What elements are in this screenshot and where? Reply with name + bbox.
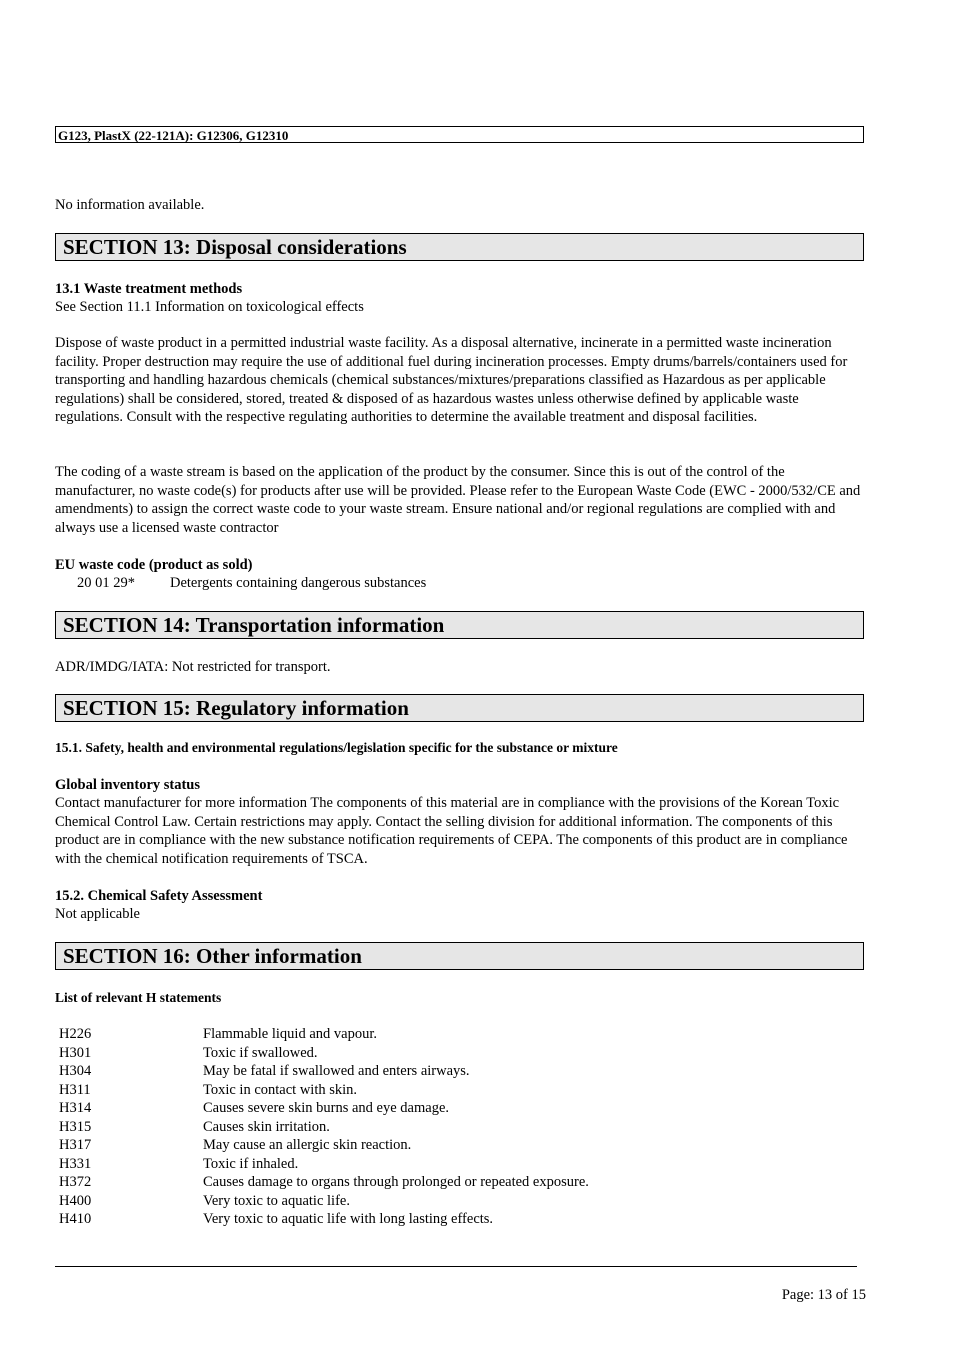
h-statements-list [0, 1025, 954, 1235]
page-number: Page: 13 of 15 [781, 1287, 866, 1303]
h-code: H400 [59, 1192, 92, 1209]
section-16-title: SECTION 16: Other information [55, 942, 864, 970]
list-item [59, 1173, 859, 1192]
inventory-status-heading: Global inventory status [55, 777, 201, 793]
h-text: Toxic if inhaled. [203, 1155, 299, 1172]
list-item [59, 1210, 859, 1229]
waste-treatment-heading: 13.1 Waste treatment methods [55, 281, 243, 297]
h-code: H315 [59, 1118, 92, 1135]
product-header: G123, PlastX (22-121A): G12306, G12310 [55, 126, 864, 143]
list-item [59, 1099, 859, 1118]
eu-waste-code-description: Detergents containing dangerous substances [170, 575, 427, 591]
regulations-heading: 15.1. Safety, health and environmental regulations/legislation specific for the substance or mixture [55, 740, 618, 755]
h-text: Very toxic to aquatic life. [203, 1192, 350, 1209]
list-item [59, 1136, 859, 1155]
list-item [59, 1062, 859, 1081]
list-item [59, 1081, 859, 1100]
h-code: H304 [59, 1063, 92, 1079]
h-code: H410 [59, 1211, 92, 1227]
section-15-title: SECTION 15: Regulatory information [55, 694, 864, 722]
h-text: Toxic in contact with skin. [203, 1081, 358, 1098]
h-code: H314 [59, 1100, 92, 1116]
h-text: Very toxic to aquatic life with long lasting effects. [203, 1211, 494, 1227]
eu-waste-code: 20 01 29* [77, 575, 135, 591]
inventory-status-text: Contact manufacturer for more information The components of this material are in compliance with the provisions of the Korean Toxic Chemical Control Law. Certain restrictions may apply. Contact the selling division for additional information. The components of this product are in compliance with the new substance notification requirements of CEPA. The components of this product are in compliance with the chemical notification requirements of TSCA. [55, 795, 848, 867]
h-code: H372 [59, 1174, 92, 1190]
list-item [59, 1025, 859, 1044]
disposal-paragraph: Dispose of waste product in a permitted industrial waste facility. As a disposal alternative, incinerate in a permitted waste incineration facility. Proper destruction may require the use of additional fuel during incineration processes. Empty drums/barrels/containers used for transporting and handling hazardous chemicals (chemical substances/mixtures/preparations classified as Hazardous as per applicable regulations) shall be considered, stored, treated & disposed of as hazardous wastes unless otherwise defined by applicable waste regulations. Consult with the respective regulating authorities to determine the available treatment and disposal facilities. [55, 335, 848, 426]
chemical-safety-text: Not applicable [55, 906, 140, 922]
h-text: Toxic if swallowed. [203, 1044, 318, 1061]
list-item [59, 1044, 859, 1063]
h-code: H317 [59, 1137, 92, 1153]
h-code: H301 [59, 1044, 92, 1061]
chemical-safety-heading: 15.2. Chemical Safety Assessment [55, 888, 263, 904]
h-code: H311 [59, 1081, 91, 1098]
h-text: Flammable liquid and vapour. [203, 1026, 377, 1042]
h-statements-heading: List of relevant H statements [55, 990, 222, 1005]
waste-coding-paragraph: The coding of a waste stream is based on the application of the product by the consumer. Since this is out of the control of the manufacturer, no waste code(s) for products after use will be provided. Please refer to the European Waste Code (EWC - 2000/532/CE and amendments) to assign the correct waste code to your waste stream. Ensure national and/or regional regulations are complied with and always use a licensed waste contractor [55, 464, 861, 536]
transport-text: ADR/IMDG/IATA: Not restricted for transport. [55, 659, 331, 675]
list-item [59, 1155, 859, 1174]
h-code: H226 [59, 1026, 92, 1042]
h-code: H331 [59, 1155, 92, 1172]
list-item [59, 1192, 859, 1211]
section-13-title: SECTION 13: Disposal considerations [55, 233, 864, 261]
h-text: May be fatal if swallowed and enters airways. [203, 1063, 470, 1079]
h-text: Causes severe skin burns and eye damage. [203, 1100, 450, 1116]
eu-waste-code-heading: EU waste code (product as sold) [55, 557, 253, 573]
intro-text: No information available. [55, 197, 205, 213]
h-text: Causes skin irritation. [203, 1118, 330, 1135]
h-text: Causes damage to organs through prolonged or repeated exposure. [203, 1174, 589, 1190]
h-text: May cause an allergic skin reaction. [203, 1137, 412, 1153]
waste-treatment-ref: See Section 11.1 Information on toxicological effects [55, 299, 364, 315]
section-14-title: SECTION 14: Transportation information [55, 611, 864, 639]
list-item [59, 1118, 859, 1137]
footer-divider [55, 1266, 857, 1267]
